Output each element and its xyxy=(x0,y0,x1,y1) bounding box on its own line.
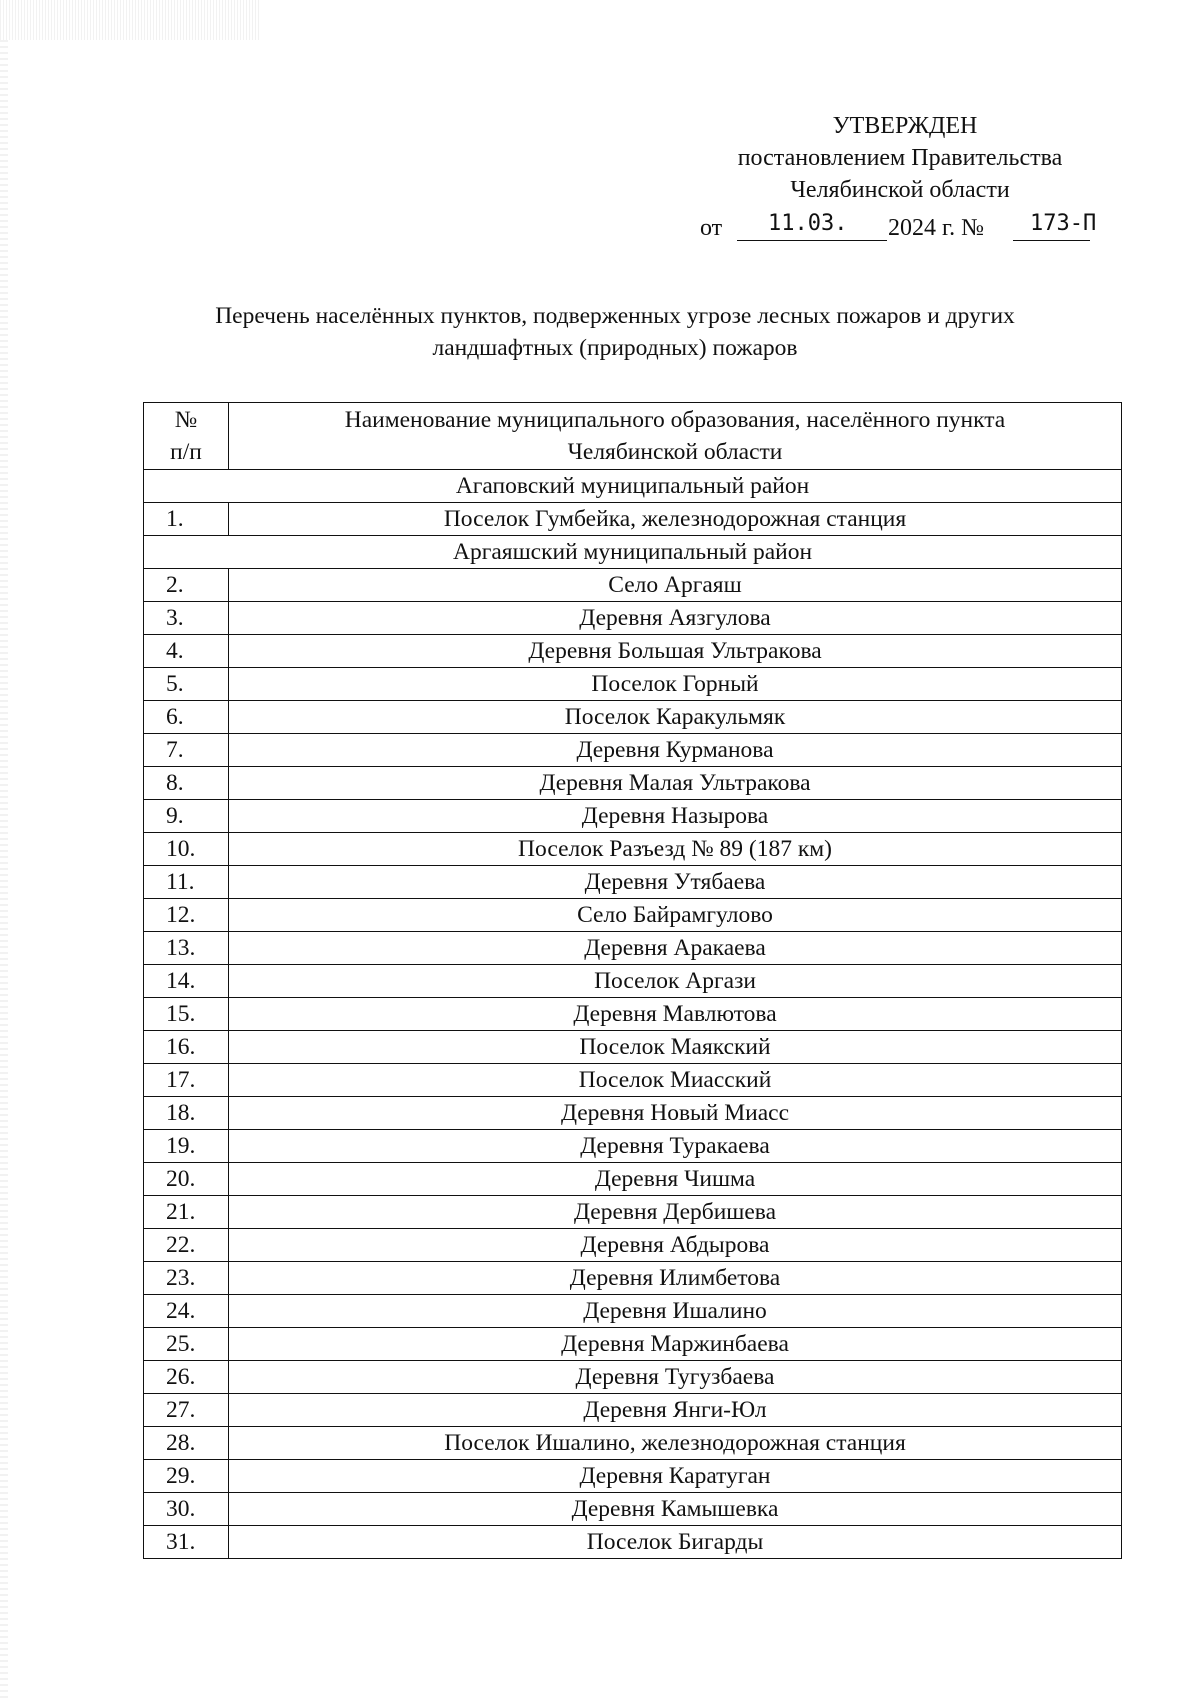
header-number-cell xyxy=(144,403,229,470)
header-number-line-2: п/п xyxy=(170,439,202,465)
document-title xyxy=(130,300,1100,364)
row-name: Поселок Ишалино, железнодорожная станция xyxy=(229,1427,1122,1460)
table-row xyxy=(144,1460,1122,1493)
table-row xyxy=(144,635,1122,668)
row-number-cell xyxy=(144,1361,229,1394)
row-number: 10. xyxy=(166,836,196,862)
row-number: 18. xyxy=(166,1100,196,1126)
table-row xyxy=(144,1394,1122,1427)
row-number: 4. xyxy=(166,638,184,664)
table-row xyxy=(144,1262,1122,1295)
table-row xyxy=(144,503,1122,536)
table-row xyxy=(144,1361,1122,1394)
row-number-cell xyxy=(144,833,229,866)
row-number: 20. xyxy=(166,1166,196,1192)
row-number-cell xyxy=(144,866,229,899)
handwritten-date: 11.03. xyxy=(768,211,848,236)
row-number-cell xyxy=(144,899,229,932)
table-row xyxy=(144,767,1122,800)
table-row xyxy=(144,866,1122,899)
row-number-cell xyxy=(144,1526,229,1559)
year-and-number-label: 2024 г. № xyxy=(888,215,985,241)
row-number-cell xyxy=(144,602,229,635)
row-number-cell xyxy=(144,965,229,998)
approval-stamp-block xyxy=(690,110,1110,244)
row-number: 23. xyxy=(166,1265,196,1291)
table-row xyxy=(144,1163,1122,1196)
row-number: 16. xyxy=(166,1034,196,1060)
table-row xyxy=(144,734,1122,767)
row-number-cell xyxy=(144,503,229,536)
row-number: 24. xyxy=(166,1298,196,1324)
header-number-line-1: № xyxy=(174,407,198,433)
table-row xyxy=(144,1064,1122,1097)
row-number: 11. xyxy=(166,869,195,895)
row-number-cell xyxy=(144,569,229,602)
table-row xyxy=(144,1097,1122,1130)
row-name: Поселок Гумбейка, железнодорожная станция xyxy=(229,503,1122,536)
row-name: Село Байрамгулово xyxy=(229,899,1122,932)
row-name: Деревня Чишма xyxy=(229,1163,1122,1196)
table-row xyxy=(144,965,1122,998)
row-number: 12. xyxy=(166,902,196,928)
header-name-line-1: Наименование муниципального образования, населённого пункта xyxy=(344,407,1006,433)
row-number-cell xyxy=(144,1460,229,1493)
table-row xyxy=(144,569,1122,602)
row-number-cell xyxy=(144,1493,229,1526)
row-number: 27. xyxy=(166,1397,196,1423)
table-row xyxy=(144,1493,1122,1526)
table-row xyxy=(144,1229,1122,1262)
row-number: 3. xyxy=(166,605,184,631)
table-row xyxy=(144,800,1122,833)
row-number-cell xyxy=(144,1295,229,1328)
district-name: Аргаяшский муниципальный район xyxy=(144,536,1122,569)
approval-line-1: постановлением Правительства xyxy=(737,145,1063,171)
table-row xyxy=(144,602,1122,635)
row-name: Деревня Дербишева xyxy=(229,1196,1122,1229)
row-number: 29. xyxy=(166,1463,196,1489)
row-number: 21. xyxy=(166,1199,196,1225)
district-row xyxy=(144,470,1122,503)
scan-artifact-left xyxy=(0,40,8,1698)
row-name: Деревня Янги-Юл xyxy=(229,1394,1122,1427)
row-name: Деревня Большая Ультракова xyxy=(229,635,1122,668)
row-name: Поселок Каракульмяк xyxy=(229,701,1122,734)
table-row xyxy=(144,1196,1122,1229)
row-name: Деревня Курманова xyxy=(229,734,1122,767)
table-row xyxy=(144,1130,1122,1163)
document-title-line-1: Перечень населённых пунктов, подверженных угрозе лесных пожаров и других xyxy=(215,303,1015,329)
row-number-cell xyxy=(144,1394,229,1427)
row-number-cell xyxy=(144,1031,229,1064)
document-title-line-2: ландшафтных (природных) пожаров xyxy=(432,335,798,361)
row-number-cell xyxy=(144,998,229,1031)
row-name: Поселок Маякский xyxy=(229,1031,1122,1064)
row-number: 31. xyxy=(166,1529,196,1555)
table-row xyxy=(144,1526,1122,1559)
approval-title: УТВЕРЖДЕН xyxy=(832,113,978,139)
row-name: Деревня Мавлютова xyxy=(229,998,1122,1031)
row-name: Деревня Назырова xyxy=(229,800,1122,833)
row-number: 30. xyxy=(166,1496,196,1522)
table-row xyxy=(144,1328,1122,1361)
row-number: 14. xyxy=(166,968,196,994)
row-number-cell xyxy=(144,932,229,965)
table-row xyxy=(144,1295,1122,1328)
row-number-cell xyxy=(144,701,229,734)
row-name: Деревня Малая Ультракова xyxy=(229,767,1122,800)
table-header-row xyxy=(144,403,1122,470)
district-name: Агаповский муниципальный район xyxy=(144,470,1122,503)
row-name: Поселок Горный xyxy=(229,668,1122,701)
row-number: 22. xyxy=(166,1232,196,1258)
row-number-cell xyxy=(144,1328,229,1361)
row-name: Деревня Тугузбаева xyxy=(229,1361,1122,1394)
table-row xyxy=(144,932,1122,965)
row-name: Деревня Каратуган xyxy=(229,1460,1122,1493)
row-name: Деревня Аязгулова xyxy=(229,602,1122,635)
row-name: Деревня Туракаева xyxy=(229,1130,1122,1163)
row-number: 2. xyxy=(166,572,184,598)
row-number-cell xyxy=(144,800,229,833)
table-row xyxy=(144,668,1122,701)
row-name: Деревня Ишалино xyxy=(229,1295,1122,1328)
table-row xyxy=(144,899,1122,932)
row-number: 7. xyxy=(166,737,184,763)
settlements-table xyxy=(143,402,1122,1559)
row-number: 28. xyxy=(166,1430,196,1456)
approval-date-line xyxy=(690,208,1110,244)
row-name: Деревня Аракаева xyxy=(229,932,1122,965)
approval-line-2: Челябинской области xyxy=(790,177,1010,203)
row-number-cell xyxy=(144,734,229,767)
row-name: Поселок Бигарды xyxy=(229,1526,1122,1559)
row-number: 26. xyxy=(166,1364,196,1390)
row-number: 15. xyxy=(166,1001,196,1027)
row-number: 17. xyxy=(166,1067,196,1093)
row-number-cell xyxy=(144,767,229,800)
row-name: Поселок Аргази xyxy=(229,965,1122,998)
row-number: 13. xyxy=(166,935,196,961)
row-number-cell xyxy=(144,1064,229,1097)
row-number-cell xyxy=(144,1196,229,1229)
row-name: Деревня Новый Миасс xyxy=(229,1097,1122,1130)
table-row xyxy=(144,1031,1122,1064)
row-number-cell xyxy=(144,1097,229,1130)
table-row xyxy=(144,998,1122,1031)
scan-artifact-top xyxy=(0,0,260,40)
row-name: Деревня Маржинбаева xyxy=(229,1328,1122,1361)
table-row xyxy=(144,1427,1122,1460)
row-number: 1. xyxy=(166,506,184,532)
row-number: 25. xyxy=(166,1331,196,1357)
header-name-cell xyxy=(229,403,1122,470)
row-number: 6. xyxy=(166,704,184,730)
row-name: Село Аргаяш xyxy=(229,569,1122,602)
row-number-cell xyxy=(144,1427,229,1460)
row-name: Деревня Илимбетова xyxy=(229,1262,1122,1295)
district-row xyxy=(144,536,1122,569)
row-number: 8. xyxy=(166,770,184,796)
date-prefix: от xyxy=(700,215,723,241)
row-name: Деревня Утябаева xyxy=(229,866,1122,899)
header-name-line-2: Челябинской области xyxy=(567,439,783,465)
row-name: Деревня Абдырова xyxy=(229,1229,1122,1262)
row-number-cell xyxy=(144,635,229,668)
row-number-cell xyxy=(144,1130,229,1163)
row-name: Поселок Разъезд № 89 (187 км) xyxy=(229,833,1122,866)
row-number: 9. xyxy=(166,803,184,829)
table-row xyxy=(144,701,1122,734)
row-number-cell xyxy=(144,1262,229,1295)
row-number-cell xyxy=(144,668,229,701)
row-number: 19. xyxy=(166,1133,196,1159)
row-name: Деревня Камышевка xyxy=(229,1493,1122,1526)
row-name: Поселок Миасский xyxy=(229,1064,1122,1097)
row-number-cell xyxy=(144,1163,229,1196)
table-row xyxy=(144,833,1122,866)
row-number-cell xyxy=(144,1229,229,1262)
handwritten-number: 173-П xyxy=(1030,211,1097,236)
row-number: 5. xyxy=(166,671,184,697)
